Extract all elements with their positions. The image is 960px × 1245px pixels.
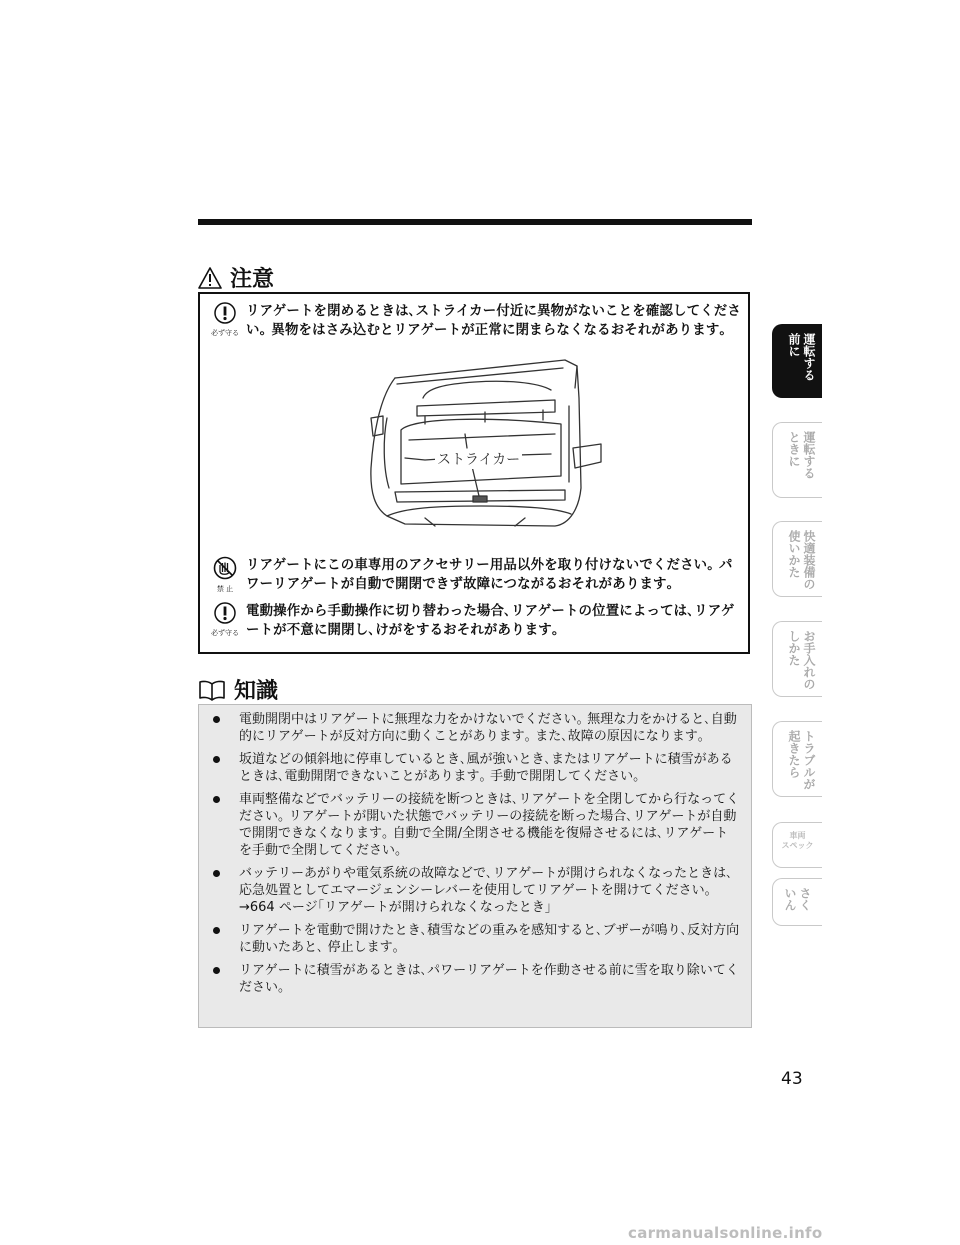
tab-vehicle-specs[interactable]: 車両 スペック xyxy=(772,822,822,868)
tab-before-driving[interactable]: 運転する 前に xyxy=(772,324,822,398)
must-do-label: 必ず守る xyxy=(211,629,239,637)
prohibited-label: 禁 止 xyxy=(216,585,234,593)
caution-warning-1 xyxy=(210,302,745,340)
caution-warning-3 xyxy=(210,602,745,640)
book-icon xyxy=(198,679,226,701)
knowledge-item: リアゲートを電動で開けたとき､積雪などの重みを感知すると､ブザーが鳴り､反対方向に動いたあと､ 停止します｡ xyxy=(207,922,741,956)
tab-comfort-features[interactable]: 快適装備の 使いかた xyxy=(772,521,822,597)
knowledge-item: リアゲートに積雪があるときは､パワーリアゲートを作動させる前に雪を取り除いてください｡ xyxy=(207,962,741,996)
warning-text: リアゲートにこの車専用のアクセサリー用品以外を取り付けないでください｡ パワーリアゲートが自動で開閉できず故障につながるおそれがあります｡ xyxy=(246,558,733,592)
bullet-icon xyxy=(213,796,220,803)
bullet-icon xyxy=(213,756,220,763)
knowledge-box xyxy=(198,704,752,1028)
bullet-icon xyxy=(213,716,220,723)
caution-heading xyxy=(198,262,274,293)
warning-text: リアゲートを閉めるときは､ストライカー付近に異物がないことを確認してください｡ 異物をはさみ込むとリアゲートが正常に閉まらなくなるおそれがあります｡ xyxy=(246,304,741,338)
knowledge-item: 電動開閉中はリアゲートに無理な力をかけないでください｡ 無理な力をかけると､自動的にリアゲートが反対方向に動くことがあります｡ また､故障の原因になります｡ xyxy=(207,711,741,745)
tab-troubleshooting[interactable]: トラブルが 起きたら xyxy=(772,721,822,797)
bullet-icon xyxy=(213,927,220,934)
knowledge-item: 坂道などの傾斜地に停車しているとき､風が強いとき､またはリアゲートに積雪があるときは､電動開閉できないことがあります｡ 手動で開閉してください｡ xyxy=(207,751,741,785)
caution-box xyxy=(198,292,750,654)
page-number: 43 xyxy=(781,1069,803,1089)
must-do-icon xyxy=(210,302,240,338)
knowledge-item: 車両整備などでバッテリーの接続を断つときは､リアゲートを全閉してから行なってください｡ リアゲートが開いた状態でバッテリーの接続を断った場合､リアゲートが自動で開閉できなくなります｡ 自動で全開/全閉させる機能を復帰させるには､リアゲートを手動で全閉してください｡ xyxy=(207,791,741,859)
must-do-icon xyxy=(210,602,240,638)
rear-cargo-illustration xyxy=(365,358,605,530)
striker-label: ストライカー xyxy=(435,449,522,469)
must-do-label: 必ず守る xyxy=(211,329,239,337)
bullet-icon xyxy=(213,870,220,877)
knowledge-heading xyxy=(198,674,278,705)
page-reference-link[interactable]: →664 ページ｢リアゲートが開けられなくなったとき｣ xyxy=(239,900,552,915)
knowledge-title: 知識 xyxy=(234,679,279,704)
knowledge-item: バッテリーあがりや電気系統の故障などで､リアゲートが開けられなくなったときは､応急処置としてエマージェンシーレバーを使用してリアゲートを開けてください｡ →664 ページ｢リアゲートが開けられなくなったとき｣ xyxy=(207,865,741,916)
bullet-icon xyxy=(213,967,220,974)
tab-index[interactable]: さく いん xyxy=(772,878,822,926)
tab-when-driving[interactable]: 運転する ときに xyxy=(772,422,822,498)
top-rule xyxy=(198,219,752,225)
caution-warning-2 xyxy=(210,556,745,594)
warning-triangle-icon xyxy=(198,267,222,289)
prohibited-icon xyxy=(210,556,240,594)
watermark: carmanualsonline.info xyxy=(628,1224,823,1242)
tab-maintenance[interactable]: お手入れの しかた xyxy=(772,621,822,697)
warning-text: 電動操作から手動操作に切り替わった場合､リアゲートの位置によっては､リアゲートが不意に開閉し､けがをするおそれがあります｡ xyxy=(246,604,735,638)
caution-title: 注意 xyxy=(230,267,275,292)
